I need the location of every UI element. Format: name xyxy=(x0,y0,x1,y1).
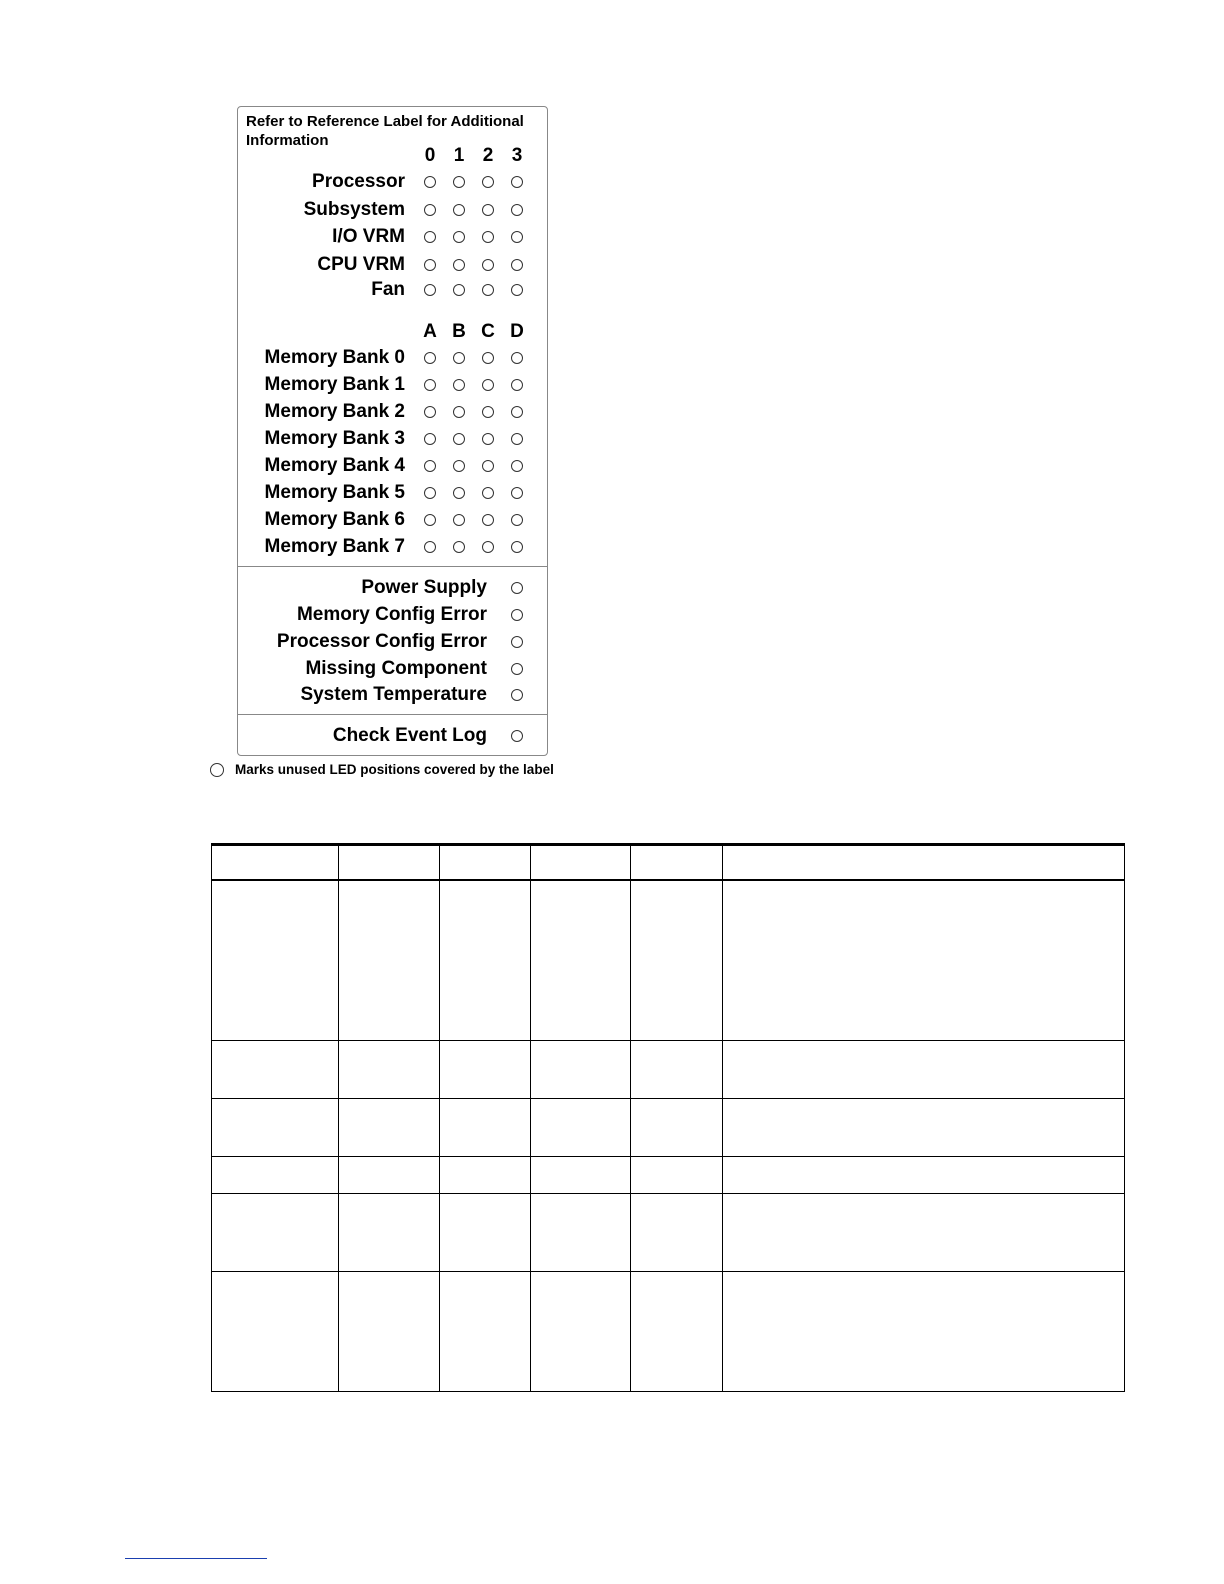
led-indicator-icon xyxy=(482,541,494,553)
led-indicator-icon xyxy=(511,487,523,499)
led-indicator-icon xyxy=(482,379,494,391)
led-indicator-icon xyxy=(482,352,494,364)
led-indicator-icon xyxy=(511,433,523,445)
table-cell xyxy=(339,880,440,1041)
table-header-cell xyxy=(723,845,1125,880)
led-indicator-icon xyxy=(511,204,523,216)
led-indicator-icon xyxy=(482,514,494,526)
memory-bank-label: Memory Bank 0 xyxy=(264,347,405,368)
component-row-label: I/O VRM xyxy=(332,226,405,247)
led-indicator-icon xyxy=(482,406,494,418)
table-row xyxy=(212,1099,1125,1157)
led-indicator-icon xyxy=(424,352,436,364)
unused-led-legend-icon xyxy=(210,763,224,777)
legend-text: Marks unused LED positions covered by the label xyxy=(235,762,554,777)
led-indicator-icon xyxy=(424,176,436,188)
table-row xyxy=(212,1157,1125,1194)
led-indicator-icon xyxy=(453,204,465,216)
component-row-label: Processor xyxy=(312,171,405,192)
table-cell xyxy=(723,880,1125,1041)
memory-bank-label: Memory Bank 7 xyxy=(264,536,405,557)
led-indicator-icon xyxy=(424,284,436,296)
table-cell xyxy=(339,1157,440,1194)
table-row xyxy=(212,1041,1125,1099)
led-indicator-icon xyxy=(482,487,494,499)
table-cell xyxy=(631,1157,723,1194)
event-log-label: Check Event Log xyxy=(332,725,487,746)
table-row xyxy=(212,1272,1125,1392)
led-indicator-icon xyxy=(453,352,465,364)
table-header-row xyxy=(212,845,1125,880)
table-cell xyxy=(440,1157,531,1194)
memory-bank-label: Memory Bank 4 xyxy=(264,455,405,476)
table-header-cell xyxy=(531,845,631,880)
led-indicator-icon xyxy=(453,379,465,391)
led-indicator-icon xyxy=(453,231,465,243)
label-header: Refer to Reference Label for Additional Information xyxy=(246,113,524,149)
table-cell xyxy=(531,1194,631,1272)
status-row-label: Missing Component xyxy=(305,658,487,679)
led-indicator-icon xyxy=(511,730,523,742)
label-column-header: 0 xyxy=(424,145,436,166)
led-indicator-icon xyxy=(453,460,465,472)
table-row xyxy=(212,880,1125,1041)
led-indicator-icon xyxy=(424,487,436,499)
led-indicator-icon xyxy=(482,204,494,216)
led-indicator-icon xyxy=(453,406,465,418)
memory-bank-label: Memory Bank 2 xyxy=(264,401,405,422)
led-indicator-icon xyxy=(511,176,523,188)
label-column-header: 1 xyxy=(453,145,465,166)
table-header-cell xyxy=(339,845,440,880)
led-indicator-icon xyxy=(453,514,465,526)
led-indicator-icon xyxy=(511,284,523,296)
table-cell xyxy=(723,1157,1125,1194)
table-cell xyxy=(723,1272,1125,1392)
table-cell xyxy=(212,1194,339,1272)
led-indicator-icon xyxy=(482,231,494,243)
led-indicator-icon xyxy=(511,379,523,391)
led-indicator-icon xyxy=(453,176,465,188)
label-column-header: A xyxy=(423,321,437,342)
led-indicator-icon xyxy=(424,231,436,243)
led-indicator-icon xyxy=(424,406,436,418)
table-header-cell xyxy=(631,845,723,880)
table-row xyxy=(212,1194,1125,1272)
table-cell xyxy=(631,1099,723,1157)
table-cell xyxy=(531,1099,631,1157)
led-indicator-icon xyxy=(511,352,523,364)
led-indicator-icon xyxy=(511,636,523,648)
footer-link-underline xyxy=(125,1558,267,1559)
table-cell xyxy=(531,1041,631,1099)
component-row-label: Subsystem xyxy=(303,199,405,220)
led-indicator-icon xyxy=(424,259,436,271)
table-cell xyxy=(723,1041,1125,1099)
led-indicator-icon xyxy=(482,460,494,472)
label-column-header: B xyxy=(452,321,466,342)
led-indicator-icon xyxy=(511,541,523,553)
led-indicator-icon xyxy=(511,582,523,594)
table-cell xyxy=(440,1041,531,1099)
table-cell xyxy=(212,1272,339,1392)
led-indicator-icon xyxy=(453,284,465,296)
led-indicator-icon xyxy=(511,460,523,472)
table-cell xyxy=(339,1099,440,1157)
table-cell xyxy=(723,1099,1125,1157)
led-indicator-icon xyxy=(511,689,523,701)
led-indicator-icon xyxy=(482,176,494,188)
table-cell xyxy=(531,1272,631,1392)
led-indicator-icon xyxy=(482,259,494,271)
label-column-header: 2 xyxy=(482,145,494,166)
status-row-label: Processor Config Error xyxy=(276,631,487,652)
table-cell xyxy=(440,1272,531,1392)
led-indicator-icon xyxy=(424,204,436,216)
led-status-table xyxy=(211,843,1125,1392)
table-cell xyxy=(440,1194,531,1272)
memory-bank-label: Memory Bank 5 xyxy=(264,482,405,503)
memory-bank-label: Memory Bank 3 xyxy=(264,428,405,449)
label-column-header: 3 xyxy=(511,145,523,166)
led-indicator-icon xyxy=(511,259,523,271)
table-cell xyxy=(531,880,631,1041)
led-indicator-icon xyxy=(453,487,465,499)
table-cell xyxy=(440,880,531,1041)
table-cell xyxy=(631,1272,723,1392)
reference-label xyxy=(237,106,548,756)
table-cell xyxy=(212,880,339,1041)
component-row-label: Fan xyxy=(371,279,405,300)
table-cell xyxy=(631,880,723,1041)
label-divider xyxy=(238,714,547,715)
led-indicator-icon xyxy=(424,514,436,526)
memory-bank-label: Memory Bank 1 xyxy=(264,374,405,395)
led-indicator-icon xyxy=(511,406,523,418)
status-row-label: Memory Config Error xyxy=(296,604,487,625)
memory-bank-label: Memory Bank 6 xyxy=(264,509,405,530)
label-divider xyxy=(238,566,547,567)
led-indicator-icon xyxy=(453,433,465,445)
table-cell xyxy=(339,1041,440,1099)
led-indicator-icon xyxy=(424,541,436,553)
table-cell xyxy=(212,1099,339,1157)
status-row-label: System Temperature xyxy=(300,684,487,705)
table-cell xyxy=(212,1041,339,1099)
table-cell xyxy=(339,1194,440,1272)
component-row-label: CPU VRM xyxy=(317,254,405,275)
led-indicator-icon xyxy=(424,379,436,391)
led-indicator-icon xyxy=(511,663,523,675)
table-cell xyxy=(212,1157,339,1194)
led-indicator-icon xyxy=(424,460,436,472)
table-header-cell xyxy=(212,845,339,880)
label-column-header: D xyxy=(510,321,524,342)
led-indicator-icon xyxy=(511,609,523,621)
table-cell xyxy=(531,1157,631,1194)
led-indicator-icon xyxy=(453,259,465,271)
table-cell xyxy=(339,1272,440,1392)
led-indicator-icon xyxy=(424,433,436,445)
table-cell xyxy=(631,1041,723,1099)
label-column-header: C xyxy=(481,321,495,342)
led-indicator-icon xyxy=(511,514,523,526)
led-indicator-icon xyxy=(482,433,494,445)
table-header-cell xyxy=(440,845,531,880)
led-indicator-icon xyxy=(453,541,465,553)
table-cell xyxy=(631,1194,723,1272)
status-row-label: Power Supply xyxy=(361,577,487,598)
led-indicator-icon xyxy=(511,231,523,243)
led-indicator-icon xyxy=(482,284,494,296)
table-cell xyxy=(440,1099,531,1157)
table-cell xyxy=(723,1194,1125,1272)
